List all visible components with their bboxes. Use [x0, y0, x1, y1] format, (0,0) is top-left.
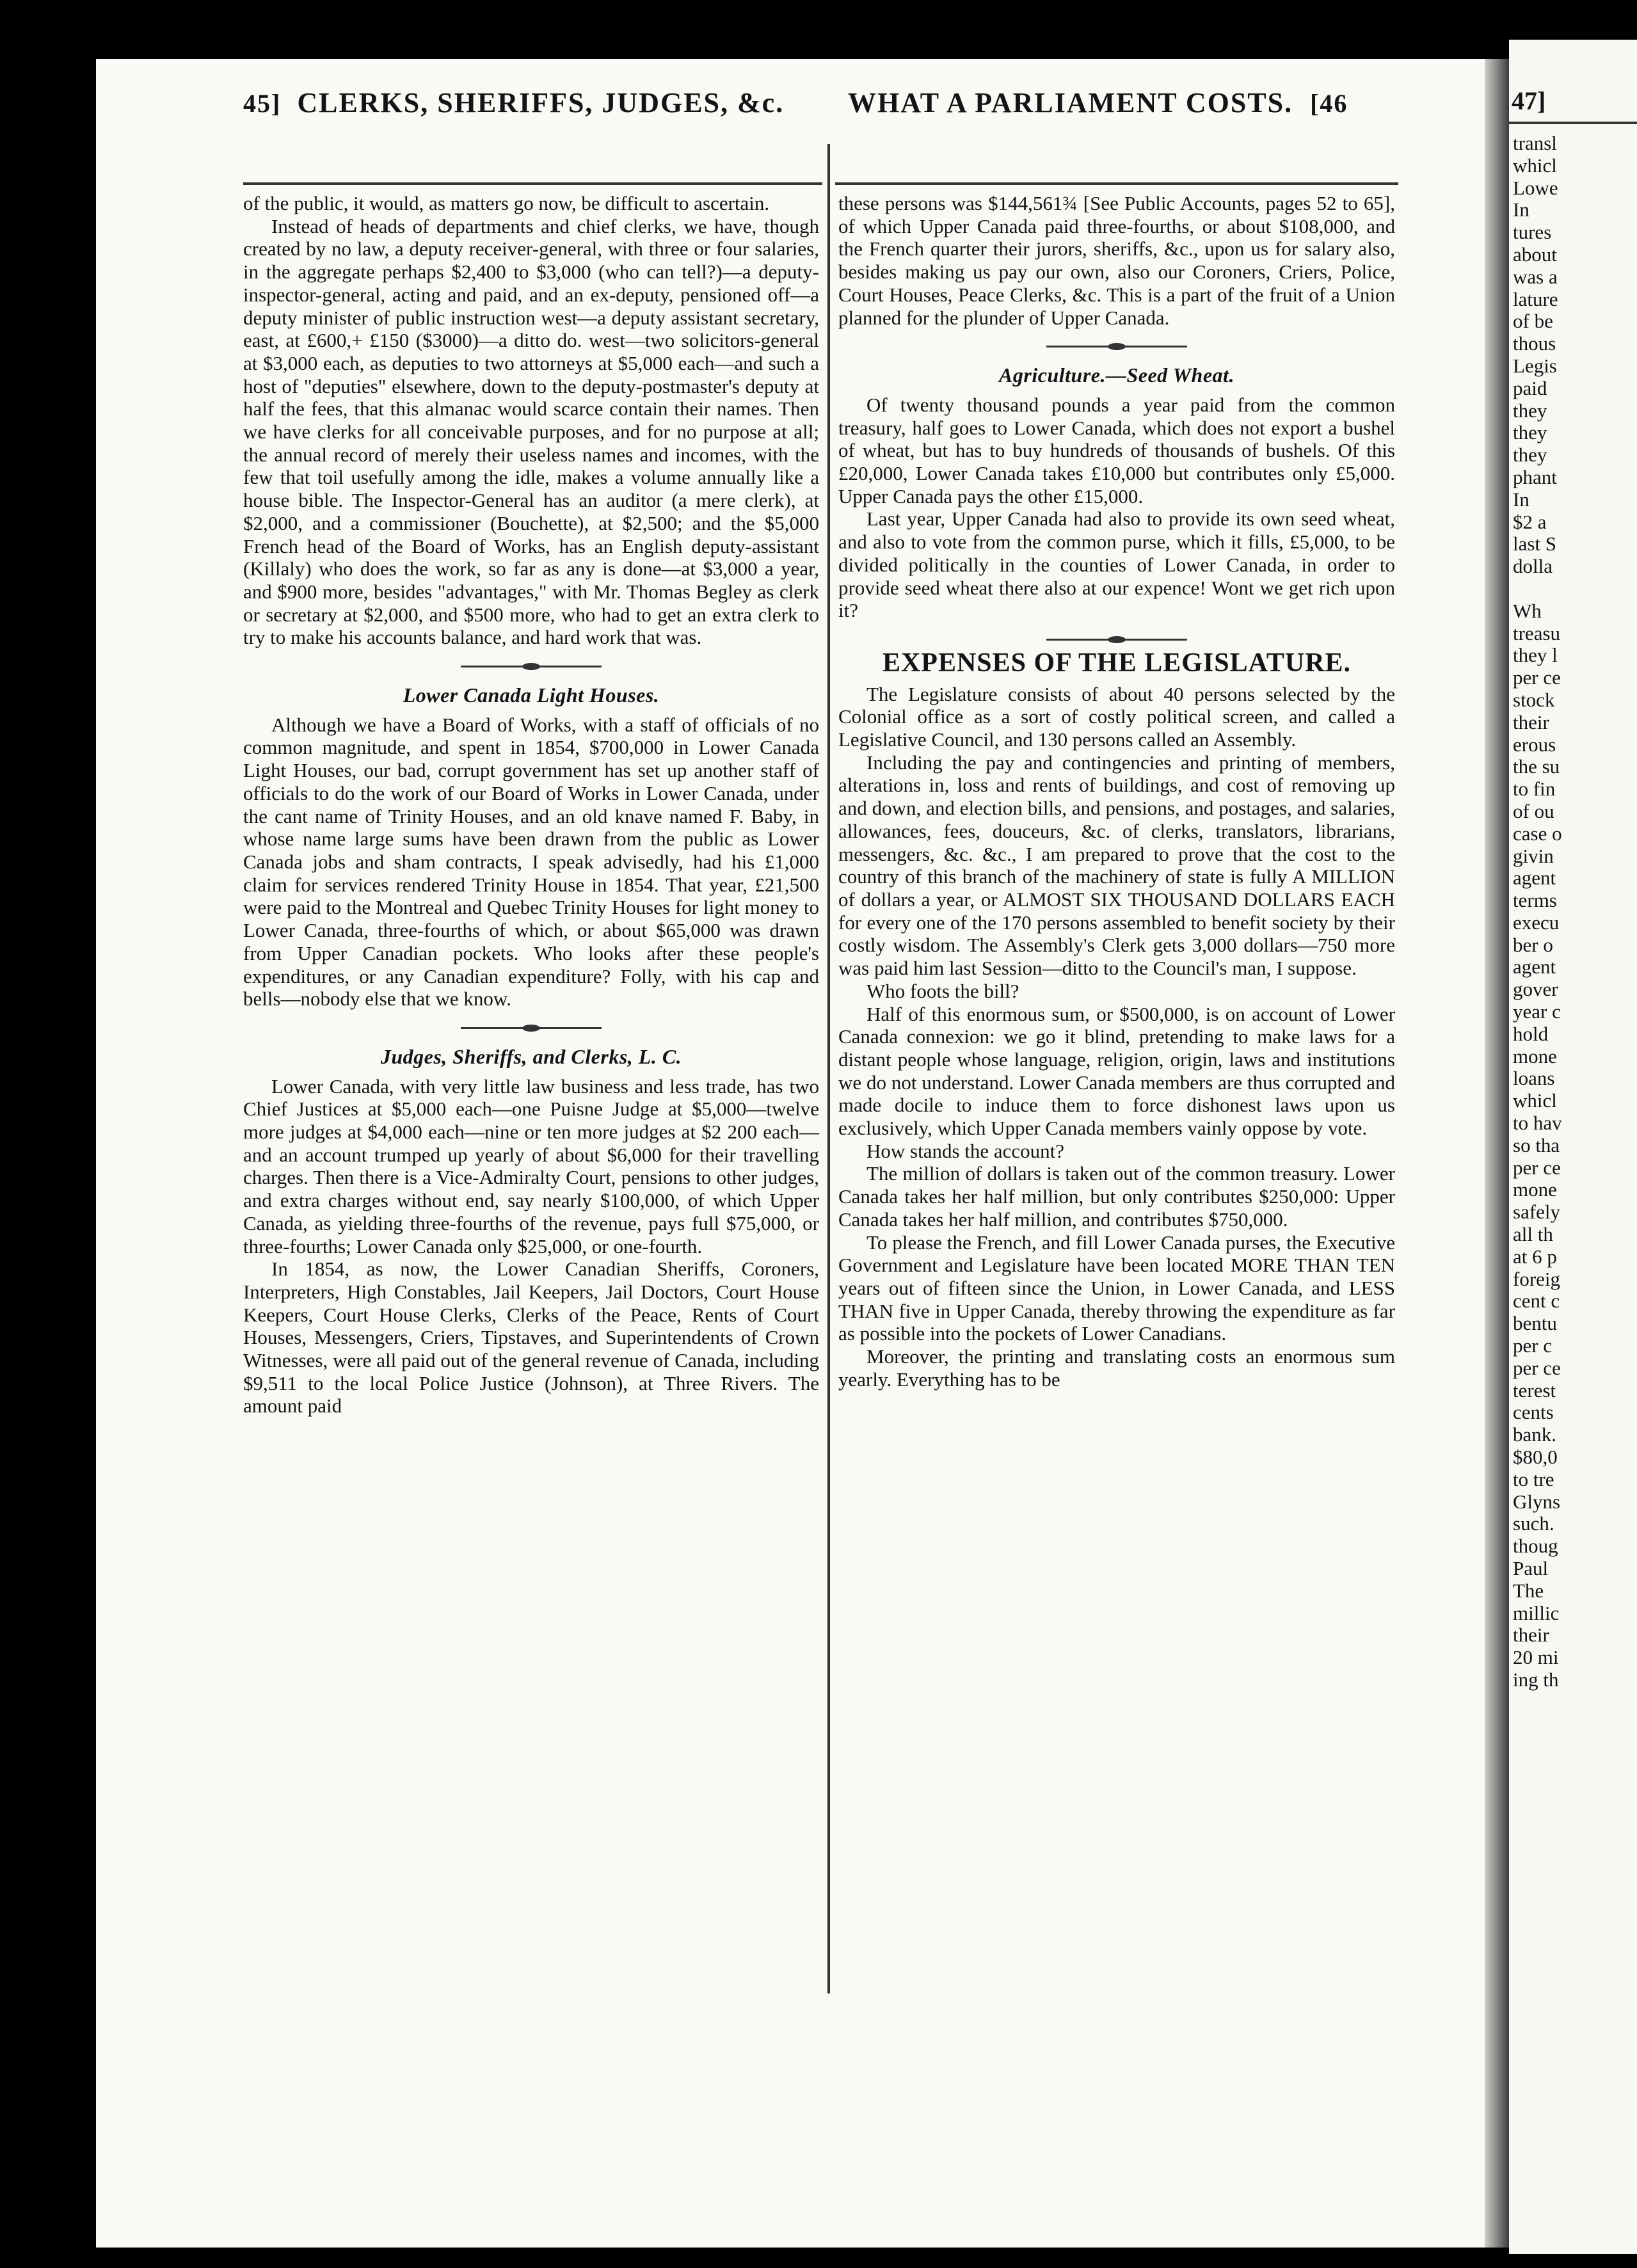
- section-heading-light-houses: Lower Canada Light Houses.: [403, 683, 660, 707]
- next-page-line: erous: [1513, 733, 1556, 756]
- next-page-line: about: [1513, 243, 1557, 266]
- next-page-line: their: [1513, 710, 1549, 733]
- right-column-title: WHAT A PARLIAMENT COSTS.: [848, 87, 1293, 118]
- paragraph: To please the French, and fill Lower Canada purses, the Executive Government and Legislature have been located MORE THAN TEN years out of fifteen since the Union, in Lower Canada, and LESS THAN five in Upper Canada, thereby throwing the expenditure as far as possible into the pockets of Lower Canadians.: [838, 1231, 1395, 1345]
- next-page-line: they l: [1513, 644, 1558, 667]
- next-page-line: hold: [1513, 1022, 1549, 1045]
- next-page-line: per c: [1513, 1334, 1553, 1357]
- section-separator: [461, 1027, 602, 1029]
- next-page-line: safely: [1513, 1201, 1561, 1224]
- paragraph: these persons was $144,561¾ [See Public Accounts, pages 52 to 65], of which Upper Canada paid three-fourths, or about $108,000, and the French quarter their jurors, sheriffs, &c., upon us for salary also, besides making us pay our own, also our Coroners, Criers, Police, Court Houses, Peace Clerks, &c. This is a part of the fruit of a Union planned for the plunder of Upper Canada.: [838, 192, 1395, 329]
- paragraph: Who foots the bill?: [866, 979, 1019, 1002]
- next-page-line: the su: [1513, 755, 1560, 778]
- next-page-line: of be: [1513, 310, 1553, 333]
- next-page-line: terms: [1513, 889, 1557, 912]
- next-page-line: bank.: [1513, 1423, 1557, 1446]
- next-page-fragment: [1509, 40, 1637, 2254]
- next-page-line: mone: [1513, 1178, 1557, 1201]
- next-page-line: cents: [1513, 1401, 1554, 1424]
- section-separator: [1046, 346, 1187, 347]
- paragraph: How stands the account?: [866, 1139, 1065, 1162]
- next-page-line: whicl: [1513, 154, 1557, 177]
- next-page-line: thoug: [1513, 1535, 1558, 1558]
- paragraph: Of twenty thousand pounds a year paid from the common treasury, half goes to Lower Canada, which does not export a bushel of wheat, but has to buy hundreds of thousands of bushels. Of this £20,000, Lower Canada takes £10,000 but contributes only £5,000. Upper Canada pays the other £15,000.: [838, 393, 1395, 507]
- next-page-line: thous: [1513, 332, 1556, 355]
- next-page-line: cent c: [1513, 1290, 1560, 1313]
- next-page-line: paid: [1513, 376, 1547, 399]
- header-rule-right: [835, 182, 1398, 185]
- right-running-head: [848, 86, 1398, 182]
- column-divider: [827, 144, 830, 1993]
- next-page-line: The: [1513, 1579, 1544, 1602]
- next-page-line: such.: [1513, 1512, 1554, 1535]
- header-rule-left: [243, 182, 822, 185]
- paragraph: The Legislature consists of about 40 persons selected by the Colonial office as a sort of costly political screen, and called a Legislative Council, and 130 persons called an Assembly.: [838, 682, 1395, 751]
- next-page-line: In: [1513, 488, 1529, 511]
- next-page-line: loans: [1513, 1067, 1555, 1090]
- next-page-line: [1513, 578, 1562, 600]
- next-page-line: Paul: [1513, 1557, 1549, 1579]
- next-page-line: year c: [1513, 1000, 1561, 1023]
- next-page-line: they: [1513, 399, 1547, 422]
- paragraph: Lower Canada, with very little law business and less trade, has two Chief Justices at $5,000 each—one Puisne Judge at $5,000—twelve more judges at $4,000 each—nine or ten more judges at $2 200 each—and an account trumped up yearly of about $6,000 for their travelling charges. Then there is a Vice-Admiralty Court, pensions to other judges, and extra charges without end, say nearly $100,000, of which Upper Canada, as yielding three-fourths of the revenue, pays full $75,000, or three-fourths; Lower Canada only $25,000, or one-fourth.: [243, 1074, 819, 1258]
- next-page-line: Lowe: [1513, 176, 1558, 199]
- next-page-line: bentu: [1513, 1312, 1557, 1335]
- next-page-number: 47]: [1512, 86, 1546, 115]
- next-page-line: was a: [1513, 265, 1558, 288]
- next-page-line: execu: [1513, 911, 1560, 934]
- next-page-line: dolla: [1513, 555, 1553, 578]
- paragraph: Half of this enormous sum, or $500,000, is on account of Lower Canada connexion: we go it blind, pretending to make laws for a distant people whose language, religion, origin, laws and institutions we do not understand. Lower Canada members are thus corrupted and made docile to induce them to force dishonest laws upon us exclusively, which Upper Canada members vainly oppose by vote.: [838, 1002, 1395, 1140]
- next-page-line: case o: [1513, 822, 1562, 845]
- next-page-line: ber o: [1513, 933, 1553, 956]
- section-heading-legislature: EXPENSES OF THE LEGISLATURE.: [882, 648, 1352, 678]
- next-page-text: [1513, 132, 1562, 1691]
- next-page-line: their: [1513, 1624, 1549, 1647]
- next-page-line: tures: [1513, 221, 1552, 244]
- next-page-line: transl: [1513, 132, 1557, 154]
- next-page-line: agent: [1513, 866, 1556, 890]
- next-page-line: foreig: [1513, 1267, 1561, 1290]
- paragraph: In 1854, as now, the Lower Canadian Sheriffs, Coroners, Interpreters, High Constables, Jail Keepers, Jail Doctors, Court House Keepers, Court House Clerks, Clerks of the Peace, Rents of Court Houses, Messengers, Criers, Tipstaves, and Superintendents of Crown Witnesses, were all paid out of the general revenue of Canada, including $9,511 to the local Police Justice (Johnson), at Three Rivers. The amount paid: [243, 1258, 819, 1418]
- right-column: [838, 192, 1395, 1391]
- next-page-line: $2 a: [1513, 510, 1547, 533]
- next-page-line: gover: [1513, 978, 1558, 1001]
- section-heading-judges: Judges, Sheriffs, and Clerks, L. C.: [380, 1044, 682, 1068]
- next-page-line: so tha: [1513, 1133, 1560, 1156]
- next-page-line: at 6 p: [1513, 1245, 1557, 1268]
- next-page-line: terest: [1513, 1378, 1556, 1402]
- next-page-header-rule: [1509, 122, 1637, 124]
- next-page-line: In: [1513, 198, 1529, 221]
- section-separator: [1046, 639, 1187, 641]
- next-page-line: they: [1513, 443, 1547, 467]
- paragraph: Instead of heads of departments and chief clerks, we have, though created by no law, a deputy receiver-general, with three or four salaries, in the aggregate perhaps $2,400 to $3,000 (who can tell?)—a deputy-inspector-general, acting and paid, and an ex-deputy, pensioned off—a deputy minister of public instruction west—a deputy assistant secretary, east, at £600,+ £150 ($3000)—a ditto do. west—two solicitors-general at $3,000 each, as deputies to two attorneys at $5,000 each—and such a host of "deputies" elsewhere, down to the deputy-postmaster's deputy at half the fees, that this almanac would scarce contain their names. Then we have clerks for all conceivable purposes, and for no purpose at all; the annual record of merely their useless names and incomes, with the few that toil usefully among the idle, makes a volume annually like a house bible. The Inspector-General has an auditor (a mere clerk), at $2,000, and a commissioner (Bouchette), at $2,500; and the $5,000 French head of the Board of Works, has an English deputy-assistant (Killaly) who does the work, so far as any is done—at $3,000 a year, and $900 more, besides "advantages," with Mr. Thomas Begley as clerk or secretary at $2,000, and $500 more, who had to get an extra clerk to try to make his accounts balance, and hard work that was.: [243, 214, 819, 649]
- next-page-line: per ce: [1513, 1356, 1561, 1379]
- paragraph: of the public, it would, as matters go now, be difficult to ascertain.: [243, 192, 770, 214]
- left-column: [243, 192, 819, 1418]
- next-page-line: all th: [1513, 1223, 1553, 1246]
- book-gutter: [1485, 59, 1509, 2248]
- next-page-line: 20 mi: [1513, 1646, 1559, 1669]
- paragraph: Moreover, the printing and translating costs an enormous sum yearly. Everything has to be: [838, 1345, 1395, 1391]
- next-page-line: to fin: [1513, 778, 1556, 801]
- next-page-line: last S: [1513, 532, 1557, 555]
- paragraph: Although we have a Board of Works, with a staff of officials of no common magnitude, and spent in 1854, $700,000 in Lower Canada Light Houses, our bad, corrupt government has set up another staff of officials to do the work of our Board of Works in Lower Canada, under the cant name of Trinity Houses, and an old knave named F. Baby, in whose name large sums have been drawn from the public as Lower Canada jobs and sham contracts, I speak advisedly, had his £1,000 claim for services rendered Trinity House in 1854. That year, £21,500 were paid to the Montreal and Quebec Trinity Houses for light money to Lower Canada, three-fourths of which, or about $65,000 was drawn from Upper Canadian pockets. Who looks after these people's expenditures, or any Canadian expenditure? Folly, with his cap and bells—nobody else that we know.: [243, 713, 819, 1010]
- next-page-line: to tre: [1513, 1467, 1554, 1490]
- next-page-line: Wh: [1513, 599, 1542, 622]
- paragraph: The million of dollars is taken out of the common treasury. Lower Canada takes her half million, but only contributes $250,000: Upper Canada takes her half million, and contributes $750,000.: [838, 1162, 1395, 1231]
- next-page-line: phant: [1513, 465, 1557, 488]
- next-page-line: givin: [1513, 844, 1554, 867]
- left-running-head: [243, 86, 813, 182]
- next-page-line: lature: [1513, 287, 1558, 310]
- section-heading-seed-wheat: Agriculture.—Seed Wheat.: [999, 363, 1234, 387]
- paragraph: Including the pay and contingencies and printing of members, alterations in, loss and rents of buildings, and cost of removing up and down, and election bills, and pensions, and postages, and salaries, allowances, fees, douceurs, &c. of clerks, translators, librarians, messengers, &c. &c., I am prepared to prove that the cost to the country of this branch of the machinery of state is fully A MILLION of dollars a year, or ALMOST SIX THOUSAND DOLLARS EACH for every one of the 170 persons assembled to benefit society by their costly wisdom. The Assembly's Clerk gets 3,000 dollars—750 more was paid him last Session—ditto to the Council's man, I suppose.: [838, 751, 1395, 980]
- next-page-line: Legis: [1513, 354, 1557, 377]
- left-page-number: 45]: [243, 89, 282, 118]
- next-page-line: agent: [1513, 955, 1556, 978]
- next-page-line: $80,0: [1513, 1446, 1558, 1469]
- next-page-line: millic: [1513, 1601, 1560, 1624]
- next-page-line: whicl: [1513, 1089, 1557, 1112]
- paragraph: Last year, Upper Canada had also to provide its own seed wheat, and also to vote from the common purse, which it fills, £5,000, to be divided politically in the counties of Lower Canada, in order to provide seed wheat there also at our expence! Wont we get rich upon it?: [838, 507, 1395, 622]
- next-page-line: mone: [1513, 1044, 1557, 1067]
- next-page-line: to hav: [1513, 1112, 1562, 1135]
- next-page-line: per ce: [1513, 1156, 1561, 1179]
- section-separator: [461, 666, 602, 667]
- next-page-line: Glyns: [1513, 1490, 1561, 1513]
- left-page-title: CLERKS, SHERIFFS, JUDGES, &c.: [297, 87, 785, 118]
- right-page-number: [46: [1310, 89, 1348, 118]
- next-page-line: ing th: [1513, 1668, 1559, 1691]
- next-page-line: treasu: [1513, 621, 1561, 644]
- next-page-line: per ce: [1513, 666, 1561, 689]
- next-page-line: stock: [1513, 688, 1555, 711]
- next-page-line: of ou: [1513, 799, 1554, 822]
- next-page-line: they: [1513, 421, 1547, 444]
